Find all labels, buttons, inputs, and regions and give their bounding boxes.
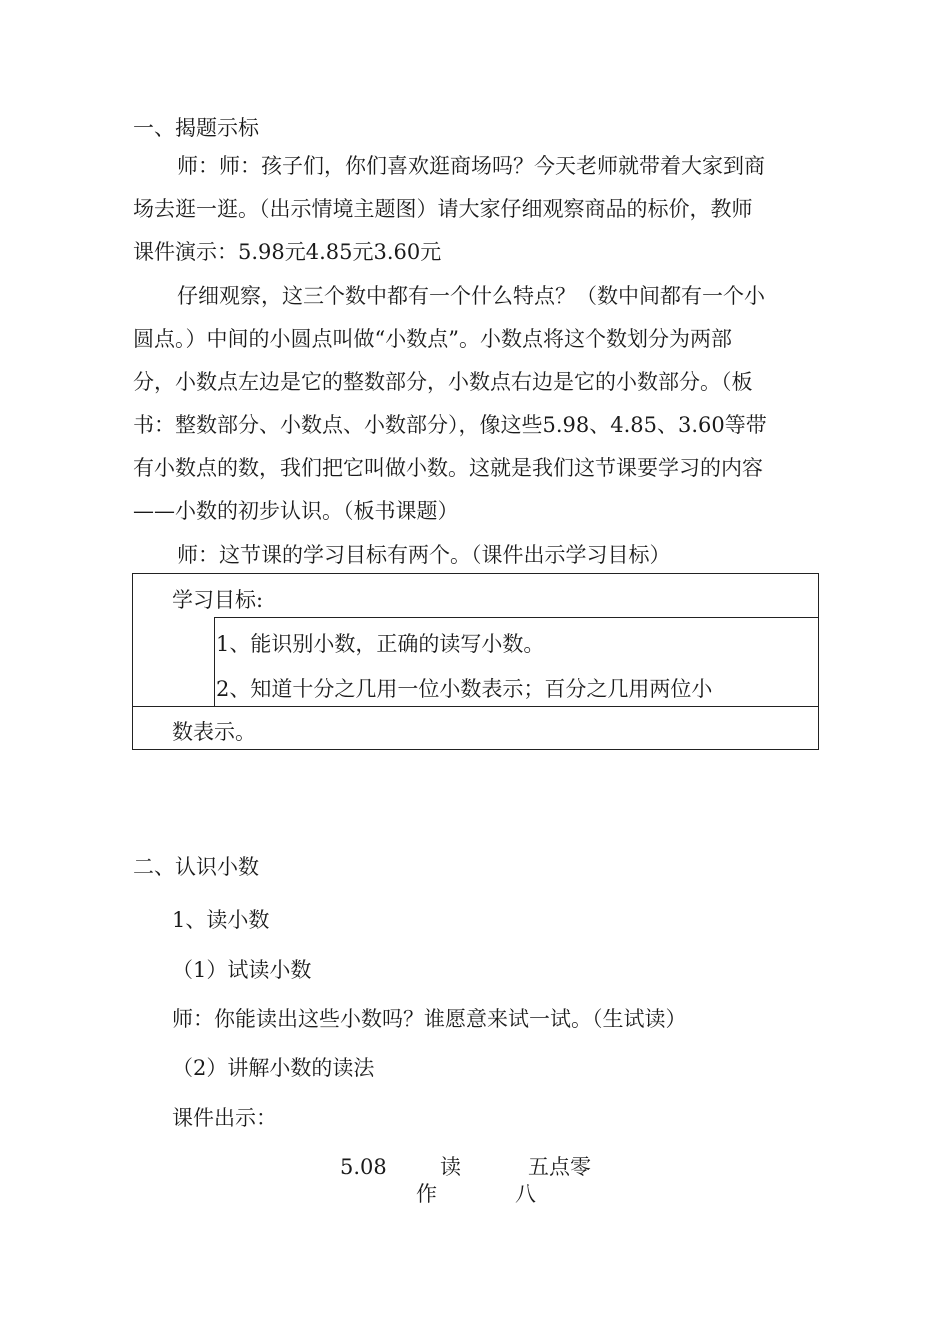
para2-line2: 圆点。）中间的小圆点叫做“小数点”。小数点将这个数划分为两部 — [133, 327, 732, 351]
para2-line4: 书：整数部分、小数点、小数部分），像这些5.98、4.85、3.60等带 — [133, 413, 767, 437]
goal-item-2-continued: 数表示。 — [172, 720, 256, 744]
section1-heading: 一、揭题示标 — [133, 116, 259, 140]
para2-line3: 分，小数点左边是它的整数部分，小数点右边是它的小数部分。（板 — [133, 370, 753, 394]
para2-line5: 有小数点的数，我们把它叫做小数。这就是我们这节课要学习的内容 — [133, 456, 763, 480]
para2-line1: 仔细观察，这三个数中都有一个什么特点？（数中间都有一个小 — [177, 284, 765, 308]
example-cut-left-glyph: 作 — [416, 1182, 437, 1206]
goals-table-header: 学习目标: — [172, 588, 264, 612]
teacher-question: 师：你能读出这些小数吗？谁愿意来试一试。（生试读） — [172, 1007, 687, 1031]
para2-line6: ——小数的初步认识。（板书课题） — [133, 499, 459, 523]
goal-item-2: 2、知道十分之几用一位小数表示；百分之几用两位小 — [216, 677, 713, 701]
sub-item-try-reading: （1）试读小数 — [172, 958, 312, 982]
sub-heading-read-decimals: 1、读小数 — [172, 908, 270, 932]
goals-table-row-divider — [132, 706, 819, 707]
sub-item-explain-reading: （2）讲解小数的读法 — [172, 1056, 375, 1080]
example-cut-left-text — [416, 1180, 440, 1206]
example-cut-right-text — [515, 1180, 539, 1206]
example-cut-right-glyph: 八 — [515, 1182, 536, 1206]
courseware-label: 课件出示： — [172, 1106, 277, 1130]
para1-line1: 师：师：孩子们，你们喜欢逛商场吗？今天老师就带着大家到商 — [177, 154, 765, 178]
example-number: 5.08 — [340, 1155, 387, 1179]
example-read-label: 读 — [440, 1155, 461, 1179]
section2-heading: 二、认识小数 — [133, 855, 259, 879]
para3-line: 师：这节课的学习目标有两个。（课件出示学习目标） — [177, 543, 671, 567]
para1-line2: 场去逛一逛。（出示情境主题图）请大家仔细观察商品的标价，教师 — [133, 197, 753, 221]
para1-line3: 课件演示：5.98元4.85元3.60元 — [133, 240, 442, 264]
goal-item-1: 1、能识别小数，正确的读写小数。 — [216, 632, 545, 656]
example-reading: 五点零 — [528, 1155, 591, 1179]
